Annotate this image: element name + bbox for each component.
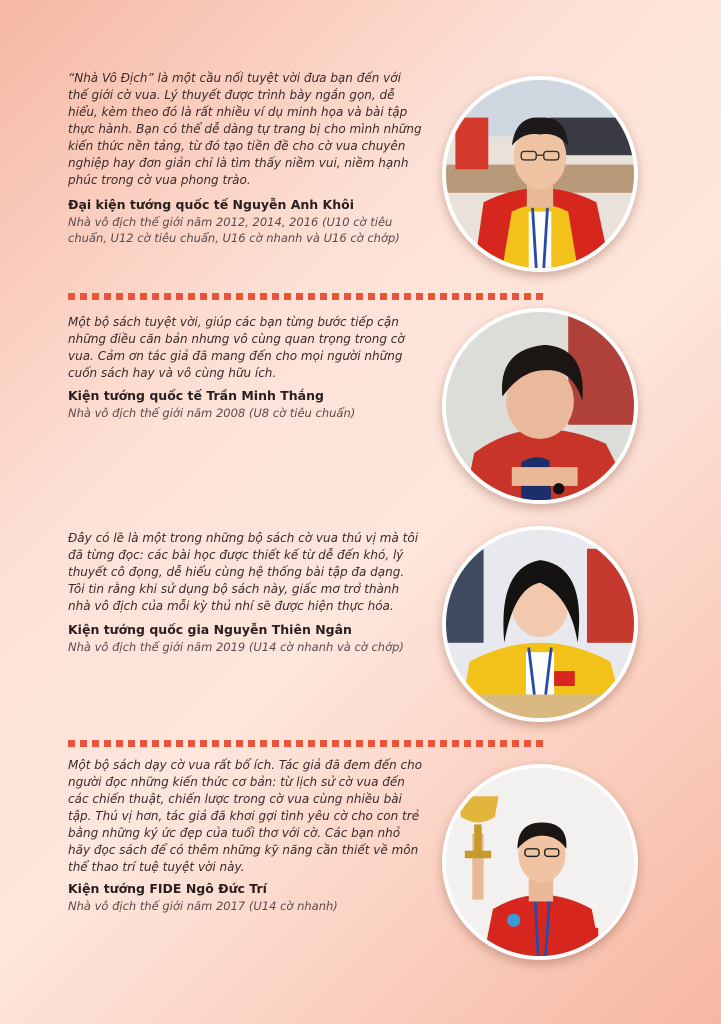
testimonial-name: Kiện tướng quốc gia Nguyễn Thiên Ngân (68, 622, 352, 637)
portrait-photo (442, 526, 638, 722)
testimonial-name: Kiện tướng FIDE Ngô Đức Trí (68, 881, 267, 896)
testimonial-quote: “Nhà Vô Địch” là một cầu nối tuyệt vời đưa bạn đến với thế giới cờ vua. Lý thuyết được trình bày ngắn gọn, dễ hiểu, kèm theo đó là rất nhiều ví dụ minh họa và bài tập thực hành. Bạn có thể dễ dàng tự trang bị cho mình những kiến thức nền tảng, từ đó tạo tiền đề cho cờ vua chuyên nghiệp hay đơn giản chỉ là tìm thấy niềm vui, niềm hạnh phúc trong cờ vua phong trào. (68, 71, 422, 187)
player-portrait-image (446, 530, 634, 718)
testimonial-title: Nhà vô địch thế giới năm 2008 (U8 cờ tiêu chuẩn) (68, 406, 356, 420)
testimonial-name: Kiện tướng quốc tế Trần Minh Thắng (68, 388, 324, 403)
player-portrait-image (446, 80, 634, 268)
portrait-photo (442, 764, 638, 960)
player-portrait-image (446, 768, 634, 956)
dashed-divider (68, 293, 548, 300)
testimonial-quote: Đây có lẽ là một trong những bộ sách cờ vua thú vị mà tôi đã từng đọc: các bài học được thiết kế từ dễ đến khó, lý thuyết cô đọng, dễ hiểu cùng hệ thống bài tập đa dạng. Tôi tin rằng khi sử dụng bộ sách này, giấc mơ trở thành nhà vô địch của mỗi kỳ thủ nhí sẽ được hiện thực hóa. (68, 531, 419, 613)
testimonial-quote: Một bộ sách dạy cờ vua rất bổ ích. Tác giả đã đem đến cho người đọc những kiến thức cơ bản: từ lịch sử cờ vua đến các chiến thuật, chiến lược trong cờ vua cùng nhiều bài tập. Thú vị hơn, tác giả đã khơi gợi tình yêu cờ cho con trẻ bằng những ký ức đẹp của tuổi thơ với cờ. Các bạn nhỏ hãy đọc sách để có thêm những kỹ năng cần thiết về môn thể thao trí tuệ tuyệt vời này. (68, 758, 423, 874)
testimonial-title: Nhà vô địch thế giới năm 2012, 2014, 2016 (U10 cờ tiêu chuẩn, U12 cờ tiêu chuẩn, U16 cờ nhanh và U16 cờ chớp) (68, 215, 400, 245)
portrait-photo (442, 76, 638, 272)
testimonial-name: Đại kiện tướng quốc tế Nguyễn Anh Khôi (68, 197, 354, 212)
portrait-photo (442, 308, 638, 504)
testimonial-quote: Một bộ sách tuyệt vời, giúp các bạn từng bước tiếp cận những điều căn bản nhưng vô cùng quan trọng trong cờ vua. Cảm ơn tác giả đã mang đến cho mọi người những cuốn sách hay và vô cùng hữu ích. (68, 315, 405, 380)
player-portrait-image (446, 312, 634, 500)
testimonial-title: Nhà vô địch thế giới năm 2019 (U14 cờ nhanh và cờ chớp) (68, 640, 404, 654)
testimonial-title: Nhà vô địch thế giới năm 2017 (U14 cờ nhanh) (68, 899, 338, 913)
dashed-divider (68, 740, 548, 747)
